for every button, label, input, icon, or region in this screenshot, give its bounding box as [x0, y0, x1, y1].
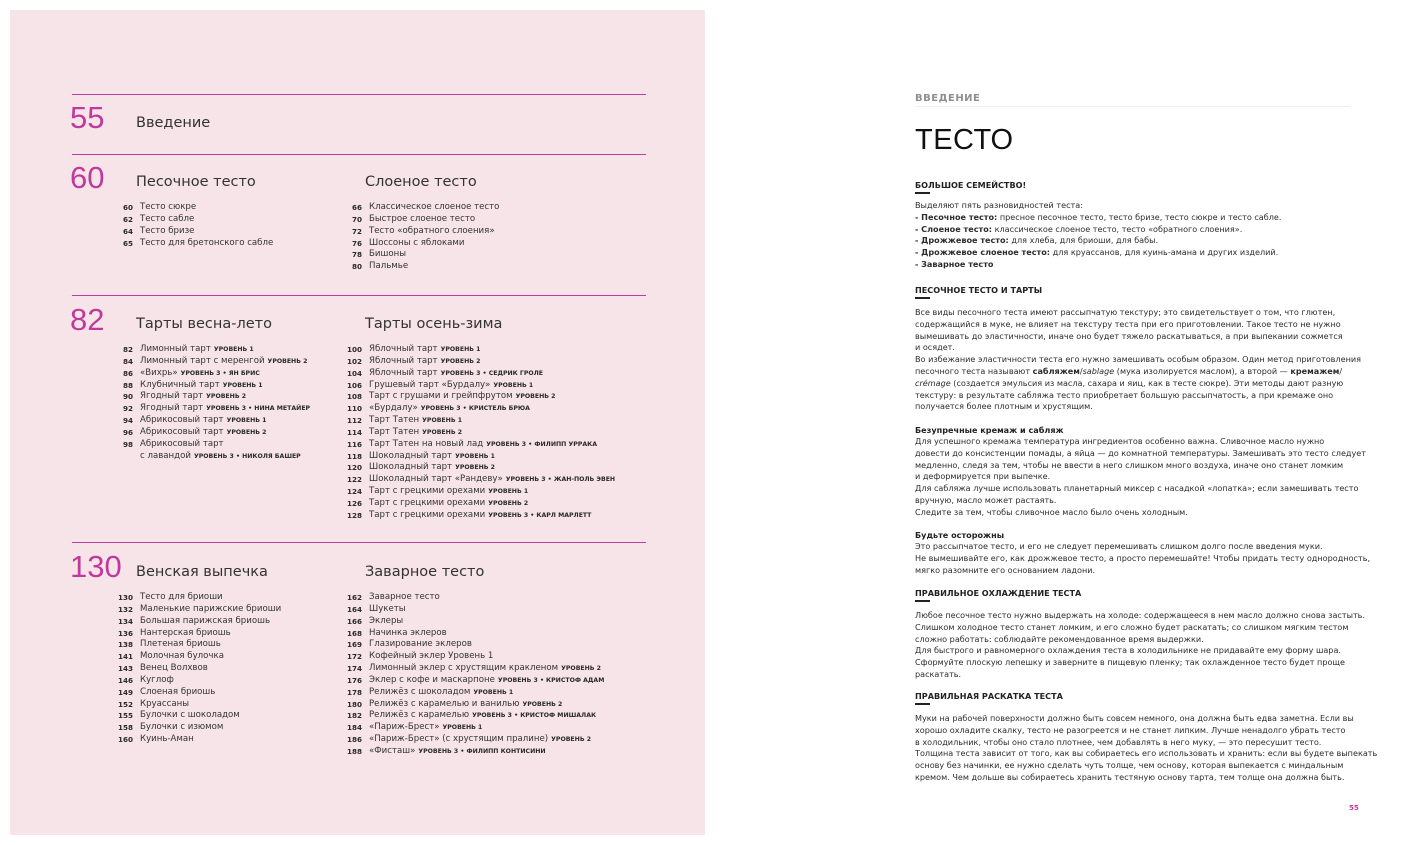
toc-entry — [340, 486, 615, 498]
toc-level-label: УРОВЕНЬ 2 — [226, 428, 267, 436]
content-page — [710, 10, 1410, 835]
toc-level-label: УРОВЕНЬ 2 — [515, 393, 556, 401]
toc-heading: Песочное тесто — [136, 174, 256, 190]
toc-page-number: 106 — [346, 380, 362, 390]
toc-entry-title: Лимонный тарт — [140, 344, 211, 354]
heading-bar — [915, 600, 930, 602]
text-line: сложно работать: соблюдайте рекомендованное время выдержки. — [915, 633, 1204, 644]
toc-page-number: 76 — [351, 238, 362, 248]
toc-page-number: 98 — [122, 439, 133, 449]
page-number: 55 — [1349, 804, 1359, 812]
toc-entry — [111, 451, 310, 463]
section-heading: ПРАВИЛЬНАЯ РАСКАТКА ТЕСТА — [915, 691, 1063, 701]
text-line: текстуру: в результате сабляжа тесто приобретает большую рассыпчатость, а при кремаже оно — [915, 389, 1334, 400]
toc-entry — [340, 722, 604, 734]
toc-entry — [340, 380, 615, 392]
divider — [72, 154, 646, 155]
toc-level-label: УРОВЕНЬ 1 — [213, 346, 254, 353]
careful-paragraph — [915, 541, 1371, 576]
toc-level-label: УРОВЕНЬ 3 • КРИСТЕЛЬ БРЮА — [420, 405, 530, 413]
toc-page-number: 118 — [346, 451, 362, 461]
toc-entry — [111, 356, 310, 368]
text-line: Все виды песочного теста имеют рассыпчатую текстуру; это свидетельствует о том, что глютен, — [915, 307, 1336, 317]
toc-entry — [111, 380, 310, 392]
toc-heading: Тарты осень-зима — [365, 316, 503, 332]
toc-entry-title: Тарт с грушами и грейпфрутом — [369, 391, 513, 402]
toc-level-label: УРОВЕНЬ 2 — [488, 499, 529, 507]
toc-heading-intro: Введение — [136, 115, 211, 131]
toc-page-number: 60 — [122, 203, 133, 212]
toc-entry-title: Шукеты — [369, 603, 406, 614]
toc-entry — [111, 368, 310, 380]
toc-entry-title: Ягодный тарт — [140, 403, 204, 414]
heading-bar — [915, 297, 930, 299]
divider — [72, 542, 646, 543]
toc-entry-title: Шоколадный тарт — [369, 450, 453, 461]
toc-level-label: УРОВЕНЬ 2 — [455, 464, 495, 472]
toc-entry-title: Тесто для бриоши — [140, 592, 223, 602]
toc-entry — [111, 663, 281, 675]
toc-entry — [111, 710, 281, 722]
toc-entry-title: Тесто сюкре — [140, 202, 197, 212]
toc-entry-title: Венец Волхвов — [140, 663, 208, 674]
text-line: содержащийся в муке, не влияет на текстуру теста при его приготовлении. Такое тесто не нужно — [915, 318, 1341, 329]
family-item: - Слоеное тесто: классическое слоеное тесто, тесто «обратного слоения». — [915, 223, 1243, 234]
toc-page-number: 180 — [346, 699, 362, 709]
toc-entry — [111, 687, 281, 699]
text-line: Муки на рабочей поверхности должно быть совсем немного, она должна быть едва заметна. Если вы — [915, 713, 1354, 723]
text-line: мягко разомните его основанием ладони. — [915, 564, 1096, 575]
toc-page-number: 132 — [117, 604, 133, 614]
toc-level-label: УРОВЕНЬ 2 — [440, 357, 481, 365]
kicker-rule — [915, 106, 1350, 107]
toc-entry-title: Яблочный тарт — [369, 367, 438, 378]
toc-page-number: 104 — [346, 368, 362, 378]
text-line: вручную, масло может растаять. — [915, 494, 1057, 505]
toc-heading: Венская выпечка — [136, 564, 268, 580]
toc-entry — [340, 510, 615, 522]
toc-entry-title: Лимонный тарт с меренгой — [140, 355, 265, 366]
toc-entry-title: «Вихрь» — [140, 367, 178, 378]
text-line: Любое песочное тесто нужно выдержать на холоде: содержащееся в нем масло должно снова застыть. — [915, 610, 1366, 620]
toc-entry — [340, 391, 615, 403]
toc-entry — [340, 616, 604, 628]
toc-page-number: 88 — [122, 380, 133, 390]
toc-number: 82 — [70, 302, 105, 337]
toc-entry-title: Бишоны — [369, 249, 407, 260]
toc-page-number: 186 — [346, 735, 362, 745]
toc-page-number: 108 — [346, 392, 362, 402]
toc-level-label: УРОВЕНЬ 3 • КАРЛ МАРЛЕТТ — [488, 511, 592, 519]
toc-level-label: УРОВЕНЬ 3 • СЕДРИК ГРОЛЕ — [440, 369, 543, 377]
toc-entry — [340, 651, 604, 663]
toc-entry-title: Булочки с изюмом — [140, 722, 224, 733]
toc-entry-title: Тарт с грецкими орехами — [369, 486, 486, 497]
text-line: Выделяют пять разновидностей теста: — [915, 200, 1083, 210]
text-line: Это рассыпчатое тесто, и его не следует перемешивать слишком долго после введения муки. — [915, 541, 1323, 551]
toc-entry-title: «Бурдалу» — [369, 403, 418, 414]
toc-entry-title: Шоколадный тарт «Рандеву» — [369, 474, 503, 485]
subsection-heading: Будьте осторожны — [915, 530, 1005, 540]
text-line: Сформуйте плоскую лепешку и заверните в пищевую пленку; так охлажденное тесто будет проще — [915, 657, 1346, 668]
toc-page-number: 141 — [117, 652, 133, 662]
text-line: хорошо охладите скалку, тесто не разогреется и не станет липким. Лучше ненадолго убрать тесто — [915, 724, 1346, 735]
text-line: кремом. Чем дольше вы собираетесь хранить тестяную основу тарта, тем толще она должна быть. — [915, 771, 1345, 782]
toc-number-intro: 55 — [70, 100, 105, 135]
toc-entry — [111, 651, 281, 663]
toc-entry-title: Слоеная бриошь — [140, 686, 216, 697]
divider — [72, 94, 646, 95]
text-line: довести до консистенции помады, а яйца — до комнатной температуры. Замешивать это тесто следует — [915, 447, 1367, 458]
toc-entry-title: Булочки с шоколадом — [140, 710, 240, 721]
toc-entry — [340, 249, 499, 261]
toc-page-number: 92 — [122, 404, 133, 414]
toc-entry — [340, 474, 615, 486]
text-line: медленно, следя за тем, чтобы не ввести в него слишком много воздуха, иначе оно станет ломким — [915, 459, 1344, 470]
toc-entry-title: с лавандой — [140, 450, 191, 461]
subsection-heading: Безупречные кремаж и сабляж — [915, 425, 1064, 435]
toc-entry-title: Релижёз с шоколадом — [369, 686, 471, 697]
chapter-kicker: ВВЕДЕНИЕ — [915, 93, 981, 104]
text-line: Для быстрого и равномерного охлаждения теста в холодильнике не придавайте ему форму шара. — [915, 645, 1341, 656]
toc-entry — [340, 238, 499, 250]
toc-entry — [111, 403, 310, 415]
toc-entry-title: Классическое слоеное тесто — [369, 202, 500, 212]
toc-level-label: УРОВЕНЬ 1 — [455, 452, 495, 460]
toc-entry — [111, 722, 281, 734]
toc-page-number: 116 — [346, 439, 362, 449]
toc-entry — [111, 639, 281, 651]
toc-entry-title: Заварное тесто — [369, 592, 440, 602]
toc-page-number: 146 — [117, 675, 133, 685]
toc-page-number: 94 — [122, 416, 133, 426]
toc-level-label: УРОВЕНЬ 3 • ЖАН-ПОЛЬ ЭВЕН — [505, 476, 616, 484]
toc-entry — [340, 415, 615, 427]
cooling-paragraph — [915, 610, 1366, 681]
toc-entry — [340, 639, 604, 651]
toc-entry — [111, 439, 310, 451]
toc-page-number: 62 — [122, 214, 133, 224]
section-heading: ПЕСОЧНОЕ ТЕСТО И ТАРТЫ — [915, 285, 1043, 295]
toc-page-number: 136 — [117, 628, 133, 638]
toc-page-number: 168 — [346, 628, 362, 638]
toc-level-label: УРОВЕНЬ 3 • ФИЛИПП КОНТИСИНИ — [418, 747, 546, 755]
creaming-paragraph — [915, 436, 1367, 519]
toc-entry-title: «Фисташ» — [369, 745, 416, 756]
text-line: Во избежание эластичности теста его нужно замешивать особым образом. Один метод приготовления — [915, 354, 1362, 365]
toc-entry-title: Тарт с грецкими орехами — [369, 509, 486, 520]
toc-level-label: УРОВЕНЬ 1 — [442, 724, 483, 732]
toc-entry — [340, 628, 604, 640]
toc-entry-title: «Париж-Брест» — [369, 722, 440, 733]
toc-level-label: УРОВЕНЬ 2 — [206, 393, 247, 401]
toc-page-number: 110 — [346, 404, 362, 414]
toc-entry-title: Тесто сабле — [140, 213, 195, 224]
section-heading: ПРАВИЛЬНОЕ ОХЛАЖДЕНИЕ ТЕСТА — [915, 588, 1082, 598]
toc-level-label: УРОВЕНЬ 2 — [522, 700, 563, 708]
text-line: Слишком холодное тесто станет ломким, и его сложно будет раскатать; со слишком мягким тестом — [915, 621, 1349, 632]
toc-entry — [340, 462, 615, 474]
toc-entry — [340, 734, 604, 746]
toc-page-number: 130 — [117, 593, 133, 602]
toc-entry — [111, 214, 273, 226]
toc-entry — [340, 368, 615, 380]
family-item: - Заварное тесто — [915, 258, 994, 269]
divider — [72, 295, 646, 296]
toc-level-label: УРОВЕНЬ 2 — [551, 736, 592, 744]
toc-page — [10, 10, 705, 835]
toc-entry-title: Тесто бризе — [140, 225, 195, 236]
toc-page-number: 84 — [122, 356, 133, 366]
text-line: Для успешного кремажа температура ингредиентов особенно важна. Сливочное масло нужно — [915, 436, 1325, 446]
toc-page-number: 66 — [351, 203, 362, 212]
toc-level-label: УРОВЕНЬ 1 — [226, 417, 267, 425]
toc-level-label: УРОВЕНЬ 3 • ЯН БРИС — [180, 369, 260, 377]
toc-entry-title: Релижёз с карамелью и ванилью — [369, 698, 520, 709]
toc-entry-title: Абрикосовый тарт — [140, 415, 224, 426]
toc-list — [111, 592, 281, 746]
toc-entry — [111, 427, 310, 439]
toc-entry-title: Начинка эклеров — [369, 627, 447, 638]
toc-entry — [340, 439, 615, 451]
toc-entry — [111, 734, 281, 746]
toc-entry — [340, 498, 615, 510]
toc-page-number: 178 — [346, 687, 362, 697]
toc-entry — [111, 699, 281, 711]
toc-entry-title: Молочная булочка — [140, 651, 224, 662]
toc-page-number: 70 — [351, 214, 362, 224]
toc-page-number: 64 — [122, 226, 133, 236]
family-item: - Песочное тесто: пресное песочное тесто, тесто бризе, тесто сюкре и тесто сабле. — [915, 211, 1282, 222]
toc-entry-title: Кофейный эклер Уровень 1 — [369, 651, 494, 662]
toc-entry-title: Большая парижская бриошь — [140, 615, 271, 626]
toc-entry-title: Релижёз с карамелью — [369, 710, 470, 721]
heading-bar — [915, 192, 930, 194]
toc-entry — [340, 226, 499, 238]
toc-level-label: УРОВЕНЬ 3 • ФИЛИПП УРРАКА — [486, 440, 597, 448]
toc-page-number: 86 — [122, 368, 133, 378]
toc-page-number: 162 — [346, 593, 362, 602]
toc-entry-title: Грушевый тарт «Бурдалу» — [369, 379, 491, 390]
toc-page-number: 100 — [346, 345, 362, 354]
toc-level-label: УРОВЕНЬ 1 — [493, 381, 534, 389]
toc-page-number: 102 — [346, 356, 362, 366]
toc-entry — [111, 592, 281, 604]
toc-entry-title: Пальмье — [369, 261, 409, 272]
toc-entry-title: Куглоф — [140, 674, 174, 685]
toc-page-number: 122 — [346, 475, 362, 485]
toc-entry — [340, 427, 615, 439]
family-item: - Дрожжевое тесто: для хлеба, для бриоши, для бабы. — [915, 235, 1159, 246]
toc-entry — [111, 226, 273, 238]
toc-page-number: 166 — [346, 616, 362, 626]
toc-entry — [111, 202, 273, 214]
toc-entry — [340, 344, 615, 356]
toc-entry-title: Эклеры — [369, 615, 404, 626]
section-heading: БОЛЬШОЕ СЕМЕЙСТВО! — [915, 180, 1027, 190]
toc-page-number: 176 — [346, 675, 362, 685]
text-line: crémage (создается эмульсия из масла, сахара и яиц, как в тесте сюкре). Эти методы дают разную — [915, 377, 1344, 388]
toc-level-label: УРОВЕНЬ 3 • КРИСТОФ МИШАЛАК — [472, 712, 597, 720]
family-item: - Дрожжевое слоеное тесто: для круассанов, для куинь-амана и других изделий. — [915, 247, 1279, 258]
toc-page-number: 169 — [346, 640, 362, 650]
toc-heading: Заварное тесто — [365, 564, 485, 580]
toc-entry-title: Яблочный тарт — [369, 355, 438, 366]
toc-page-number: 126 — [346, 498, 362, 508]
toc-level-label: УРОВЕНЬ 2 — [561, 665, 601, 673]
text-line: и деформируется при выпечке. — [915, 471, 1051, 482]
toc-entry-title: Абрикосовый тарт — [140, 438, 224, 449]
toc-page-number — [111, 451, 133, 463]
toc-entry-title: Круассаны — [140, 698, 190, 709]
toc-entry-title: Тарт Татен — [369, 426, 420, 437]
toc-entry-title: Шоколадный тарт — [369, 462, 453, 473]
sand-paragraph — [915, 307, 1362, 413]
toc-list — [111, 344, 310, 462]
toc-entry — [340, 663, 604, 675]
toc-page-number: 188 — [346, 746, 362, 756]
toc-list — [111, 202, 273, 249]
toc-entry-title: Тесто для бретонского сабле — [140, 237, 274, 248]
toc-level-label: УРОВЕНЬ 1 — [488, 488, 529, 496]
toc-page-number: 78 — [351, 250, 362, 260]
toc-entry-title: Тарт с грецкими орехами — [369, 497, 486, 508]
toc-entry-title: Клубничный тарт — [140, 379, 220, 390]
heading-bar — [915, 703, 930, 705]
toc-list — [340, 592, 604, 758]
toc-entry — [340, 687, 604, 699]
toc-entry — [111, 616, 281, 628]
toc-level-label: УРОВЕНЬ 1 — [473, 688, 514, 696]
toc-page-number: 80 — [351, 262, 362, 272]
toc-entry-title: Ягодный тарт — [140, 391, 204, 402]
toc-entry — [340, 356, 615, 368]
text-line: основу без начинки, ее нужно сделать чуть толще, чем основу, которая выпекается с миндальным — [915, 760, 1344, 771]
toc-page-number: 158 — [117, 723, 133, 733]
toc-page-number: 96 — [122, 427, 133, 437]
toc-entry-title: Яблочный тарт — [369, 344, 438, 354]
toc-entry — [111, 604, 281, 616]
toc-entry — [340, 592, 604, 604]
toc-page-number: 72 — [351, 226, 362, 236]
text-line: Следите за тем, чтобы сливочное масло было очень холодным. — [915, 506, 1188, 517]
text-line: вымешивать до эластичности, иначе оно будет тяжело раскатываться, а при выпекании сожмется — [915, 330, 1343, 341]
toc-page-number: 143 — [117, 664, 133, 674]
toc-page-number: 82 — [122, 345, 133, 354]
toc-page-number: 172 — [346, 652, 362, 662]
toc-entry-title: Глазирование эклеров — [369, 639, 472, 650]
toc-page-number: 184 — [346, 723, 362, 733]
toc-entry — [111, 238, 273, 250]
toc-level-label: УРОВЕНЬ 2 — [267, 357, 308, 365]
toc-entry-title: Абрикосовый тарт — [140, 426, 224, 437]
toc-entry-title: Тарт Татен — [369, 415, 420, 426]
text-line: получается более плотным и хрустящим. — [915, 401, 1093, 412]
toc-entry-title: «Париж-Брест» (с хрустящим пралине) — [369, 734, 549, 745]
toc-entry — [340, 451, 615, 463]
text-line: Для сабляжа лучше использовать планетарный миксер с насадкой «лопатка»; если замешивать тесто — [915, 483, 1359, 494]
toc-page-number: 155 — [117, 711, 133, 721]
toc-level-label: УРОВЕНЬ 3 • КРИСТОФ АДАМ — [497, 676, 605, 684]
toc-entry — [340, 214, 499, 226]
toc-entry-title: Куинь-Аман — [140, 734, 194, 745]
toc-page-number: 120 — [346, 463, 362, 473]
rolling-paragraph — [915, 713, 1378, 784]
text-line: раскатать. — [915, 668, 962, 679]
toc-entry — [111, 391, 310, 403]
toc-page-number: 174 — [346, 664, 362, 674]
toc-list — [340, 344, 615, 522]
toc-page-number: 149 — [117, 687, 133, 697]
toc-entry-title: Маленькие парижские бриоши — [140, 603, 282, 614]
toc-page-number: 182 — [346, 711, 362, 721]
toc-entry — [111, 415, 310, 427]
toc-heading: Слоеное тесто — [365, 174, 477, 190]
toc-entry-title: Тарт Татен на новый лад — [369, 438, 484, 449]
toc-level-label: УРОВЕНЬ 1 — [440, 346, 481, 353]
toc-level-label: УРОВЕНЬ 3 • НИКОЛЯ БАШЕР — [193, 452, 301, 460]
toc-number: 130 — [70, 549, 122, 584]
toc-entry-title: Плетеная бриошь — [140, 639, 221, 650]
family-paragraph — [915, 200, 1355, 271]
toc-entry — [340, 403, 615, 415]
text-line: Толщина теста зависит от того, как вы собираетесь его использовать и хранить: если вы будете выпекать — [915, 748, 1378, 759]
toc-level-label: УРОВЕНЬ 3 • НИНА МЕТАЙЕР — [206, 405, 311, 413]
toc-page-number: 90 — [122, 392, 133, 402]
toc-entry — [340, 261, 499, 273]
toc-page-number: 152 — [117, 699, 133, 709]
toc-number: 60 — [70, 160, 105, 195]
toc-level-label: УРОВЕНЬ 2 — [422, 428, 463, 436]
page-title: ТЕСТО — [915, 124, 1014, 156]
toc-entry — [340, 710, 604, 722]
toc-entry — [340, 699, 604, 711]
toc-level-label: УРОВЕНЬ 1 — [222, 381, 263, 389]
toc-entry — [340, 675, 604, 687]
toc-entry-title: Шоссоны с яблоками — [369, 237, 465, 248]
toc-page-number: 65 — [122, 238, 133, 248]
text-line: Не вымешивайте его, как дрожжевое тесто, а просто перемешайте! Чтобы придать тесту однородность, — [915, 552, 1371, 563]
toc-entry-title: Эклер с кофе и маскарпоне — [369, 674, 495, 685]
toc-page-number: 128 — [346, 510, 362, 520]
toc-page-number: 114 — [346, 427, 362, 437]
toc-entry — [340, 604, 604, 616]
toc-level-label: УРОВЕНЬ 1 — [422, 417, 463, 425]
toc-page-number: 112 — [346, 416, 362, 426]
toc-entry — [340, 202, 499, 214]
toc-page-number: 164 — [346, 604, 362, 614]
toc-entry — [111, 675, 281, 687]
toc-entry-title: Нантерская бриошь — [140, 627, 231, 638]
toc-page-number: 124 — [346, 487, 362, 497]
text-line: в холодильник, чтобы оно стало плотнее, чем добавлять в него муку, — это пересушит тесто. — [915, 736, 1322, 747]
toc-heading: Тарты весна-лето — [136, 316, 272, 332]
toc-entry — [111, 344, 310, 356]
toc-page-number: 160 — [117, 735, 133, 745]
toc-entry-title: Лимонный эклер с хрустящим кракленом — [369, 663, 559, 674]
text-line: и осядет. — [915, 342, 955, 353]
toc-entry — [111, 628, 281, 640]
toc-page-number: 138 — [117, 640, 133, 650]
toc-entry — [340, 746, 604, 758]
toc-entry-title: Быстрое слоеное тесто — [369, 213, 476, 224]
toc-list — [340, 202, 499, 273]
toc-entry-title: Тесто «обратного слоения» — [369, 225, 495, 236]
toc-page-number: 134 — [117, 616, 133, 626]
text-line: песочного теста называют сабляжем/sablage (мука изолируется маслом), а второй — кремажем/ — [915, 365, 1343, 376]
